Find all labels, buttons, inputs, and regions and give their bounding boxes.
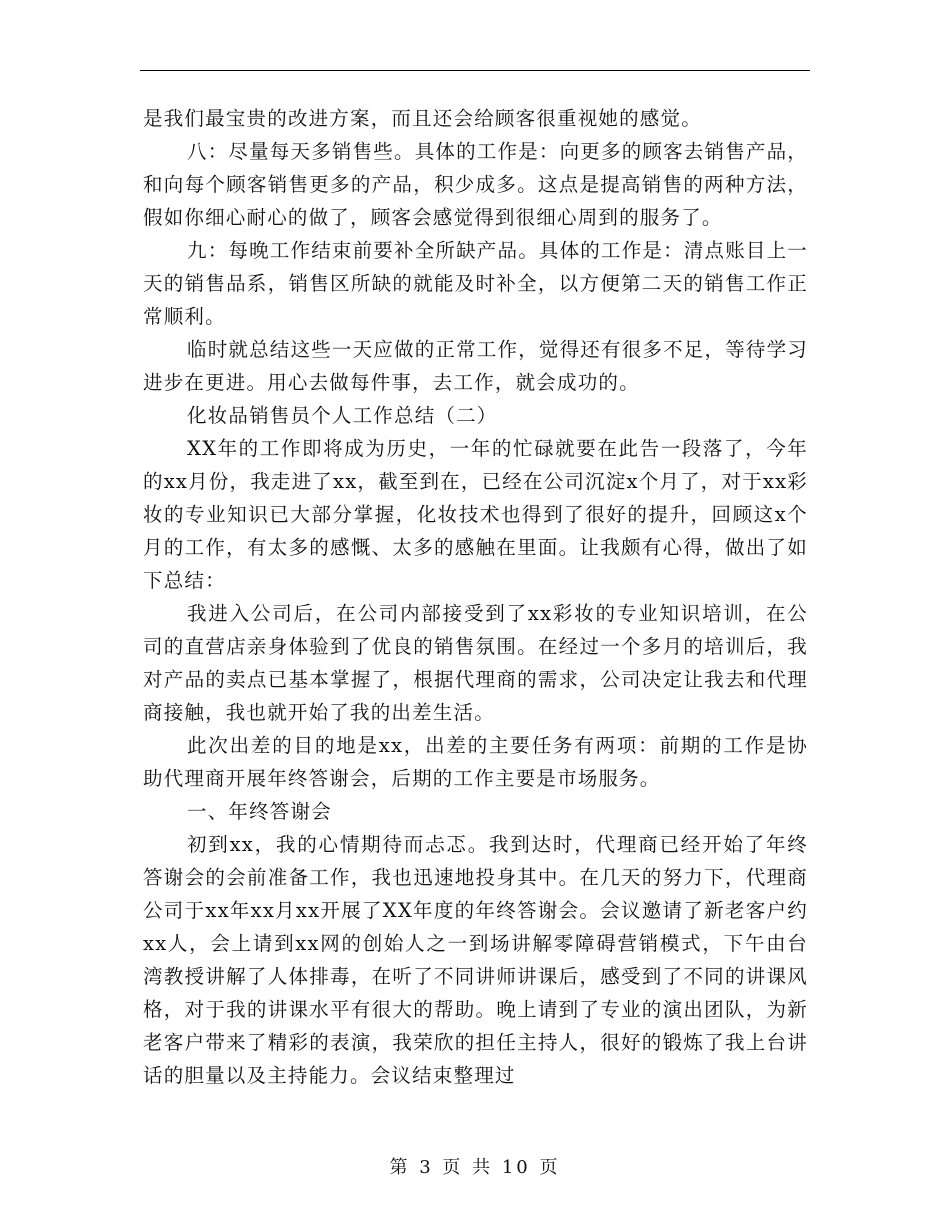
paragraph-item-nine: 九：每晚工作结束前要补全所缺产品。具体的工作是：清点账目上一天的销售品系，销售区所缺的就能及时补全，以方便第二天的销售工作正常顺利。 [143,239,809,328]
paragraph-year-end-meeting: 初到xx，我的心情期待而忐忑。我到达时，代理商已经开始了年终答谢会的会前准备工作，我也迅速地投身其中。在几天的努力下，代理商公司于xx年xx月xx开展了XX年度的年终答谢会。会议邀请了新老客户约xx人，会上请到xx网的创始人之一到场讲解零障碍营销模式，下午由台湾教授讲解了人体排毒，在听了不同讲师讲课后，感受到了不同的讲课风格，对于我的讲课水平有很大的帮助。晚上请到了专业的演出团队，为新老客户带来了精彩的表演，我荣欣的担任主持人，很好的锻炼了我上台讲话的胆量以及主持能力。会议结束整理过 [143,833,808,1087]
document-body [143,102,808,1092]
subheading-year-end-meeting: 一、年终答谢会 [187,800,332,823]
paragraph-summary: 临时就总结这些一天应做的正常工作，觉得还有很多不足，等待学习进步在更进。用心去做每件事，去工作，就会成功的。 [143,338,809,394]
page-footer: 第 3 页 共 10 页 [389,1157,561,1178]
paragraph-item-eight: 八：尽量每天多销售些。具体的工作是：向更多的顾客去销售产品，和向每个顾客销售更多的产品，积少成多。这点是提高销售的两种方法，假如你细心耐心的做了，顾客会感觉得到很细心周到的服务了。 [143,140,809,229]
section-heading-part-two: 化妆品销售员个人工作总结（二） [187,404,498,427]
paragraph-training: 我进入公司后，在公司内部接受到了xx彩妆的专业知识培训，在公司的直营店亲身体验到了优良的销售氛围。在经过一个多月的培训后，我对产品的卖点已基本掌握了，根据代理商的需求，公司决定让我去和代理商接触，我也就开始了我的出差生活。 [143,602,808,724]
paragraph-continuation: 是我们最宝贵的改进方案，而且还会给顾客很重视她的感觉。 [143,107,702,130]
header-rule [140,70,810,71]
paragraph-year-review: XX年的工作即将成为历史，一年的忙碌就要在此告一段落了，今年的xx月份，我走进了xx，截至到在，已经在公司沉淀x个月了，对于xx彩妆的专业知识已大部分掌握，化妆技术也得到了很好的提升，回顾这x个月的工作，有太多的感慨、太多的感触在里面。让我颇有心得，做出了如下总结： [143,437,808,592]
paragraph-business-trip: 此次出差的目的地是xx，出差的主要任务有两项：前期的工作是协助代理商开展年终答谢会，后期的工作主要是市场服务。 [143,734,808,790]
